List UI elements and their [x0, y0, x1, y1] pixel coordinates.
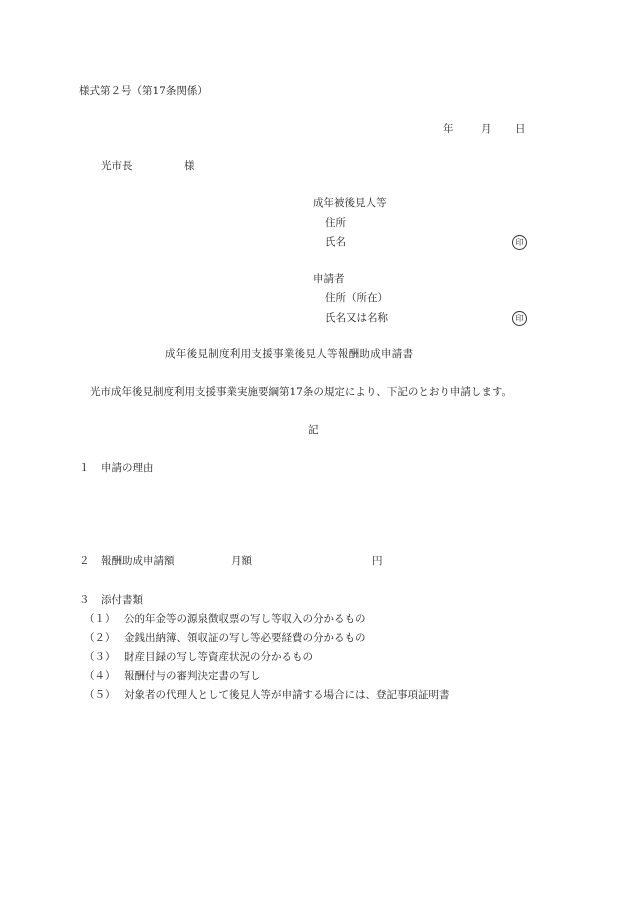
date-year: 年	[443, 123, 454, 135]
ward-heading: 成年被後見人等	[313, 197, 387, 209]
item-1-number: １	[79, 462, 90, 474]
form-number: 様式第２号（第17条関係）	[79, 85, 208, 97]
attachment-2-number: （２）	[84, 632, 116, 644]
attachment-5-number: （５）	[84, 689, 116, 701]
document-title: 成年後見制度利用支援事業後見人等報酬助成申請書	[165, 348, 414, 360]
ward-address-label: 住所	[325, 217, 346, 229]
applicant-heading: 申請者	[313, 273, 345, 285]
item-2-monthly-label: 月額	[231, 555, 252, 567]
attachment-1-text: 公的年金等の源泉徴収票の写し等収入の分かるもの	[124, 613, 366, 625]
item-2-number: ２	[79, 555, 90, 567]
attachment-4-text: 報酬付与の審判決定書の写し	[124, 670, 261, 682]
date-month: 月	[481, 123, 492, 135]
attachment-1-number: （１）	[84, 613, 116, 625]
applicant-seal-mark: 印	[512, 311, 527, 326]
ward-name-label: 氏名	[325, 236, 346, 248]
item-3-number: ３	[79, 594, 90, 606]
addressee-name: 光市長	[101, 160, 133, 172]
attachment-2-text: 金銭出納簿、領収証の写し等必要経費の分かるもの	[124, 632, 366, 644]
item-3-label: 添付書類	[101, 594, 143, 606]
item-2-yen-unit: 円	[372, 555, 383, 567]
body-text: 光市成年後見制度利用支援事業実施要綱第17条の規定により、下記のとおり申請します。	[90, 386, 513, 398]
attachment-4-number: （４）	[84, 670, 116, 682]
date-day: 日	[515, 123, 526, 135]
ward-seal-mark: 印	[512, 235, 527, 250]
addressee-honorific: 様	[184, 160, 195, 172]
attachment-5-text: 対象者の代理人として後見人等が申請する場合には、登記事項証明書	[124, 689, 450, 701]
applicant-name-label: 氏名又は名称	[325, 312, 388, 324]
item-1-label: 申請の理由	[101, 462, 154, 474]
attachment-3-text: 財産目録の写し等資産状況の分かるもの	[124, 651, 313, 663]
applicant-address-label: 住所（所在）	[325, 292, 388, 304]
attachment-3-number: （３）	[84, 651, 116, 663]
ki-marker: 記	[308, 424, 319, 436]
item-2-label: 報酬助成申請額	[101, 555, 175, 567]
